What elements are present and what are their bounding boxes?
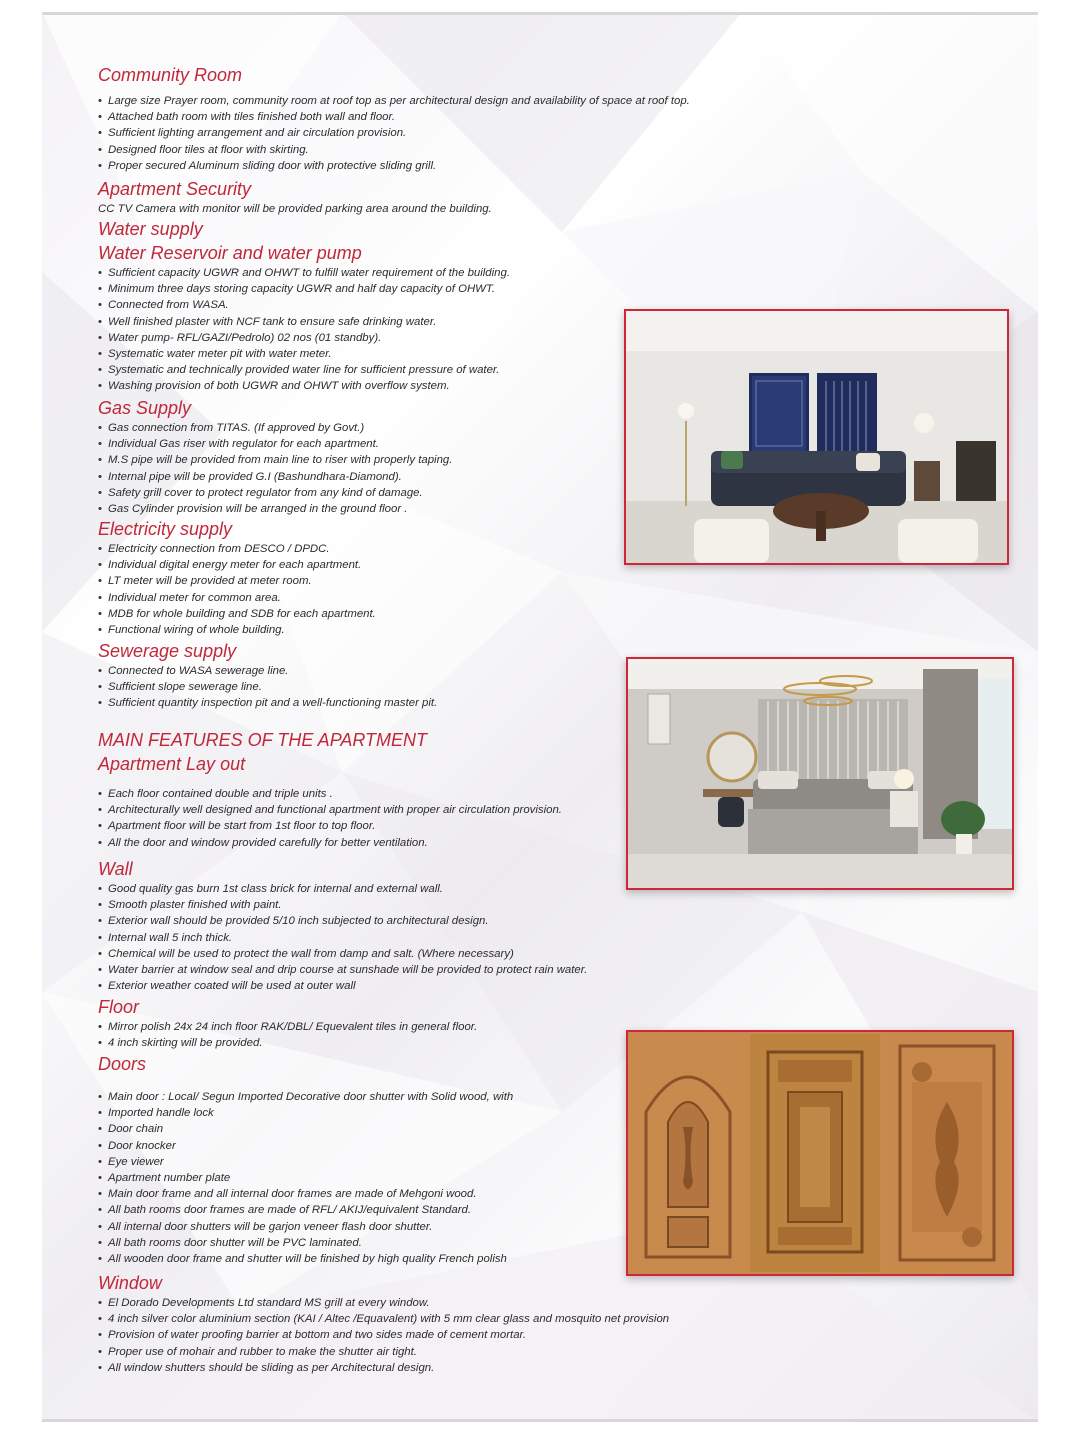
list-item: • Sufficient quantity inspection pit and a well-functioning master pit. <box>98 695 437 711</box>
apartment-security-text: CC TV Camera with monitor will be provided parking area around the building. <box>98 203 492 215</box>
list-item: • Sufficient slope sewerage line. <box>98 679 437 695</box>
list-item: • All wooden door frame and shutter will be finished by high quality French polish <box>98 1251 513 1267</box>
bottom-rule <box>42 1419 1038 1422</box>
electricity-supply-list <box>98 541 376 638</box>
list-item: • Internal wall 5 inch thick. <box>98 930 587 946</box>
community-room-list <box>98 93 690 174</box>
list-item: • Systematic water meter pit with water meter. <box>98 346 510 362</box>
floor-heading: Floor <box>98 997 140 1017</box>
list-item: • Washing provision of both UGWR and OHWT with overflow system. <box>98 378 510 394</box>
list-item: • Individual Gas riser with regulator for each apartment. <box>98 436 452 452</box>
list-item: • Well finished plaster with NCF tank to ensure safe drinking water. <box>98 314 510 330</box>
list-item: • Door chain <box>98 1121 513 1137</box>
community-room-section <box>98 63 690 174</box>
doors-photo <box>626 1030 1014 1276</box>
list-item: • Main door frame and all internal door frames are made of Mehgoni wood. <box>98 1186 513 1202</box>
list-item: • Apartment number plate <box>98 1170 513 1186</box>
list-item: • MDB for whole building and SDB for each apartment. <box>98 606 376 622</box>
list-item: • Imported handle lock <box>98 1105 513 1121</box>
apartment-security-heading: Apartment Security <box>98 179 252 199</box>
list-item: • Sufficient lighting arrangement and air circulation provision. <box>98 125 690 141</box>
doors-list <box>98 1089 513 1267</box>
list-item: • Systematic and technically provided water line for sufficient pressure of water. <box>98 362 510 378</box>
list-item: • Exterior wall should be provided 5/10 inch subjected to architectural design. <box>98 913 587 929</box>
list-item: • All internal door shutters will be garjon veneer flash door shutter. <box>98 1219 513 1235</box>
community-room-heading: Community Room <box>98 65 243 85</box>
main-features-heading: MAIN FEATURES OF THE APARTMENT <box>98 730 428 750</box>
gas-supply-heading: Gas Supply <box>98 398 192 418</box>
list-item: • Individual digital energy meter for each apartment. <box>98 557 376 573</box>
wall-heading: Wall <box>98 859 133 879</box>
sewerage-supply-list <box>98 663 437 712</box>
list-item: • Water pump- RFL/GAZI/Pedrolo) 02 nos (01 standby). <box>98 330 510 346</box>
wall-section <box>98 857 587 994</box>
list-item: • Chemical will be used to protect the wall from damp and salt. (Where necessary) <box>98 946 587 962</box>
list-item: • All bath rooms door shutter will be PVC laminated. <box>98 1235 513 1251</box>
doors-heading: Doors <box>98 1054 147 1074</box>
list-item: • M.S pipe will be provided from main line to riser with properly taping. <box>98 452 452 468</box>
list-item: • 4 inch skirting will be provided. <box>98 1035 477 1051</box>
list-item: • Large size Prayer room, community room at roof top as per architectural design and availability of space at roof top. <box>98 93 690 109</box>
main-features-section <box>98 728 562 851</box>
gas-supply-list <box>98 420 452 517</box>
list-item: • 4 inch silver color aluminium section (KAI / Altec /Equavalent) with 5 mm clear glass and mosquito net provision <box>98 1311 669 1327</box>
list-item: • Functional wiring of whole building. <box>98 622 376 638</box>
window-heading: Window <box>98 1273 162 1293</box>
list-item: • Gas connection from TITAS. (If approved by Govt.) <box>98 420 452 436</box>
list-item: • Eye viewer <box>98 1154 513 1170</box>
sewerage-supply-heading: Sewerage supply <box>98 641 237 661</box>
water-supply-section <box>98 217 510 395</box>
list-item: • Provision of water proofing barrier at bottom and two sides made of cement mortar. <box>98 1327 669 1343</box>
list-item: • Safety grill cover to protect regulator from any kind of damage. <box>98 485 452 501</box>
floor-list <box>98 1019 477 1051</box>
apartment-security-section <box>98 177 492 217</box>
water-supply-list <box>98 265 510 395</box>
floor-section <box>98 995 477 1051</box>
electricity-supply-section <box>98 517 376 638</box>
list-item: • Connected to WASA sewerage line. <box>98 663 437 679</box>
list-item: • Door knocker <box>98 1138 513 1154</box>
list-item: • Each floor contained double and triple units . <box>98 786 562 802</box>
list-item: • Minimum three days storing capacity UGWR and half day capacity of OHWT. <box>98 281 510 297</box>
list-item: • Sufficient capacity UGWR and OHWT to fulfill water requirement of the building. <box>98 265 510 281</box>
list-item: • Main door : Local/ Segun Imported Decorative door shutter with Solid wood, with <box>98 1089 513 1105</box>
list-item: • LT meter will be provided at meter room. <box>98 573 376 589</box>
list-item: • Water barrier at window seal and drip course at sunshade will be provided to protect rain water. <box>98 962 587 978</box>
bedroom-photo <box>626 657 1014 890</box>
top-rule <box>42 12 1038 15</box>
list-item: • Designed floor tiles at floor with skirting. <box>98 142 690 158</box>
electricity-supply-heading: Electricity supply <box>98 519 233 539</box>
window-list <box>98 1295 669 1376</box>
list-item: • Individual meter for common area. <box>98 590 376 606</box>
list-item: • All window shutters should be sliding as per Architectural design. <box>98 1360 669 1376</box>
list-item: • Gas Cylinder provision will be arranged in the ground floor . <box>98 501 452 517</box>
main-features-list <box>98 786 562 851</box>
wall-list <box>98 881 587 994</box>
water-supply-heading: Water supply <box>98 219 203 239</box>
sewerage-supply-section <box>98 639 437 712</box>
list-item: • Good quality gas burn 1st class brick for internal and external wall. <box>98 881 587 897</box>
list-item: • Proper use of mohair and rubber to make the shutter air tight. <box>98 1344 669 1360</box>
list-item: • All bath rooms door frames are made of RFL/ AKIJ/equivalent Standard. <box>98 1202 513 1218</box>
apartment-layout-subheading: Apartment Lay out <box>98 754 246 774</box>
list-item: • Architecturally well designed and functional apartment with proper air circulation provision. <box>98 802 562 818</box>
list-item: • Mirror polish 24x 24 inch floor RAK/DBL/ Equevalent tiles in general floor. <box>98 1019 477 1035</box>
list-item: • El Dorado Developments Ltd standard MS grill at every window. <box>98 1295 669 1311</box>
list-item: • All the door and window provided carefully for better ventilation. <box>98 835 562 851</box>
list-item: • Smooth plaster finished with paint. <box>98 897 587 913</box>
living-room-photo <box>624 309 1009 565</box>
list-item: • Proper secured Aluminum sliding door with protective sliding grill. <box>98 158 690 174</box>
window-section <box>98 1271 669 1376</box>
list-item: • Electricity connection from DESCO / DPDC. <box>98 541 376 557</box>
water-reservoir-subheading: Water Reservoir and water pump <box>98 243 362 263</box>
gas-supply-section <box>98 396 452 517</box>
list-item: • Apartment floor will be start from 1st floor to top floor. <box>98 818 562 834</box>
list-item: • Exterior weather coated will be used at outer wall <box>98 978 587 994</box>
list-item: • Internal pipe will be provided G.I (Bashundhara-Diamond). <box>98 469 452 485</box>
list-item: • Connected from WASA. <box>98 297 510 313</box>
doors-section <box>98 1052 513 1267</box>
list-item: • Attached bath room with tiles finished both wall and floor. <box>98 109 690 125</box>
